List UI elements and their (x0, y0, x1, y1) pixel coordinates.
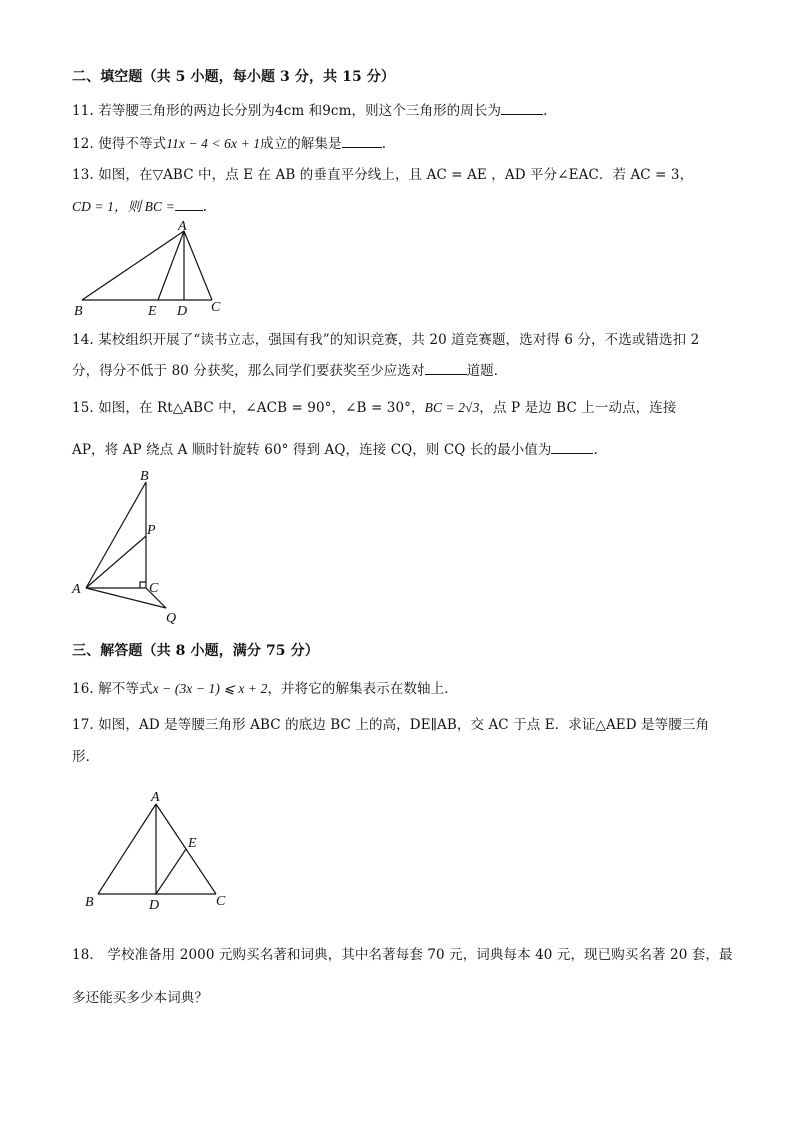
question-text: 如图，在▽ABC 中，点 E 在 AB 的垂直平分线上，且 AC = AE ，AD 平分∠EAC．若 AC = 3， (98, 167, 694, 183)
question-text: 如图，在 Rt△ABC 中，∠ACB = 90°，∠B = 30°， (98, 400, 425, 416)
question-16 (72, 677, 458, 697)
question-13-line-1 (72, 163, 693, 183)
question-text: 分，得分不低于 80 分获奖，那么同学们要获奖至少应选对 (72, 363, 425, 379)
label-b: B (85, 895, 94, 910)
side-ac (184, 231, 212, 300)
q15-triangle-figure (64, 466, 194, 628)
question-number: 15. (72, 400, 94, 416)
question-text-post: 成立的解集是 (260, 136, 342, 152)
question-14-line-2 (72, 359, 507, 379)
question-text-pre: 解不等式 (98, 681, 153, 697)
question-number: 17. (72, 717, 94, 733)
bc-length-math: BC = 2√3 (424, 400, 480, 415)
label-d: D (149, 898, 160, 913)
question-17-line-1 (72, 713, 709, 733)
label-c: C (149, 581, 159, 596)
label-q: Q (166, 611, 177, 626)
q17-triangle-figure (80, 788, 240, 914)
label-b: B (140, 469, 149, 484)
label-a: A (178, 220, 187, 234)
answer-blank[interactable] (425, 362, 467, 375)
period: . (543, 103, 548, 119)
question-18-line-1 (72, 943, 733, 963)
label-c: C (211, 300, 221, 315)
question-number: 11. (72, 103, 94, 119)
question-17-line-2 (72, 745, 99, 765)
label-a: A (151, 790, 160, 805)
label-d: D (177, 304, 188, 319)
q13-triangle-figure (60, 220, 240, 320)
segment-de (156, 849, 186, 894)
side-ab (82, 231, 184, 300)
question-text: 学校准备用 2000 元购买名著和词典，其中名著每套 70 元，词典每本 40 元，现已购买名著 20 套，最 (107, 947, 733, 963)
label-a: A (72, 582, 81, 597)
question-text-pre: 使得不等式 (98, 136, 167, 152)
inequality-math: 11x − 4 < 6x + 1 (166, 136, 261, 151)
question-14-line-1 (72, 328, 699, 348)
question-text: 如图，AD 是等腰三角形 ABC 的底边 BC 上的高，DE∥AB，交 AC 于点 E．求证△AED 是等腰三角 (98, 717, 710, 733)
side-ab (98, 804, 156, 894)
answer-blank[interactable] (342, 135, 382, 148)
answer-blank[interactable] (175, 198, 203, 211)
label-p: P (147, 523, 156, 538)
question-text: 多还能买多少本词典？ (72, 990, 208, 1006)
right-angle-mark (140, 582, 146, 588)
question-18-line-2 (72, 986, 208, 1006)
question-text: ，点 P 是边 BC 上一动点，连接 (479, 400, 677, 416)
question-text: 道题． (466, 363, 508, 379)
question-number: 12. (72, 136, 94, 152)
question-text-post: ，并将它的解集表示在数轴上． (267, 681, 458, 697)
question-15-line-1 (72, 396, 676, 416)
question-text: 若等腰三角形的两边长分别为4cm 和9cm，则这个三角形的周长为 (98, 103, 502, 119)
label-e: E (148, 304, 157, 319)
section-3-title: 三、解答题（共 8 小题，满分 75 分） (72, 643, 319, 659)
period: . (593, 442, 598, 458)
inequality-math: x − (3x − 1) ⩽ x + 2 (152, 681, 268, 696)
question-number: 13. (72, 167, 94, 183)
answer-blank[interactable] (551, 441, 593, 454)
question-text: CD = 1，则 BC = (72, 199, 175, 214)
question-number: 14. (72, 332, 94, 348)
segment-ae (158, 231, 184, 300)
question-text: 形． (72, 749, 100, 765)
segment-ap (86, 536, 146, 588)
question-15-line-2 (72, 438, 598, 458)
question-text: AP，将 AP 绕点 A 顺时针旋转 60° 得到 AQ，连接 CQ，则 CQ 长的最小值为 (72, 442, 552, 458)
question-13-line-2 (72, 195, 207, 215)
section-2-title: 二、填空题（共 5 小题，每小题 3 分，共 15 分） (72, 69, 396, 85)
label-c: C (216, 894, 226, 909)
label-e: E (188, 836, 197, 851)
answer-blank[interactable] (501, 102, 543, 115)
side-ab (86, 482, 146, 588)
period: . (202, 199, 208, 215)
question-12 (72, 132, 386, 152)
period: . (381, 136, 387, 152)
question-number: 18． (72, 947, 103, 963)
question-number: 16. (72, 681, 94, 697)
label-b: B (74, 304, 83, 319)
question-text: 某校组织开展了“读书立志，强国有我”的知识竞赛，共 20 道竞赛题，选对得 6 分，不选或错选扣 2 (98, 332, 700, 348)
question-11 (72, 99, 548, 119)
